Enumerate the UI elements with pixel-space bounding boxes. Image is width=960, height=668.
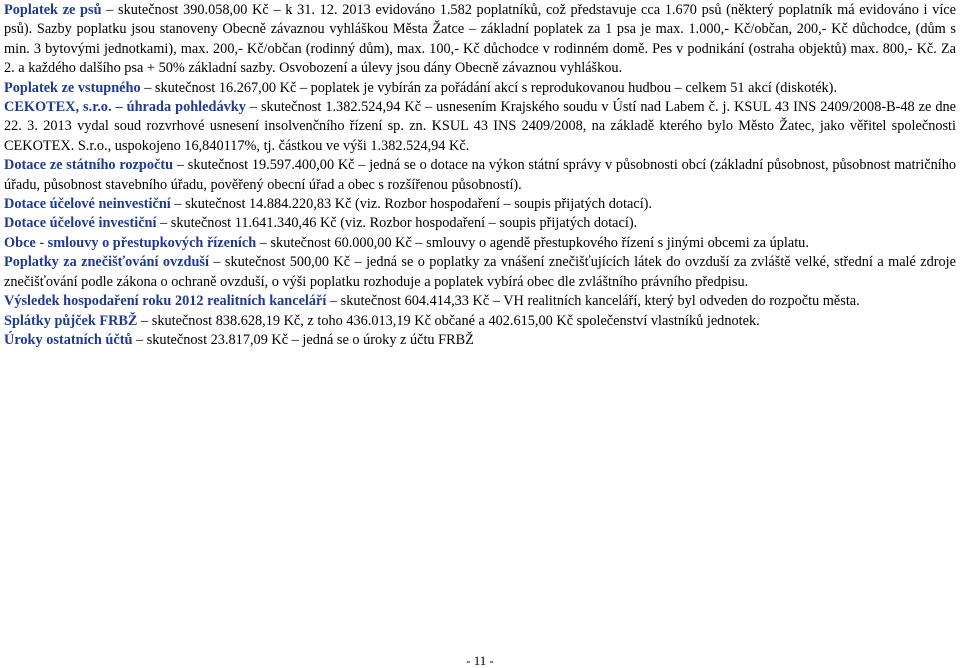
paragraph-znecistovani-ovzdusi [4, 253, 956, 292]
paragraph-prestupkova-rizeni [4, 234, 956, 253]
paragraph-uroky [4, 331, 956, 350]
paragraph-label: Poplatek ze vstupného [4, 79, 141, 96]
paragraph-label: Splátky půjček FRBŽ [4, 312, 138, 329]
paragraph-splatky-pujcek [4, 312, 956, 331]
document-body [4, 1, 956, 350]
paragraph-text: – skutečnost 838.628,19 Kč, z toho 436.013,19 Kč občané a 402.615,00 Kč společenství vlastníků jednotek. [137, 312, 760, 329]
paragraph-text: – skutečnost 11.641.340,46 Kč (viz. Rozbor hospodaření – soupis přijatých dotací). [156, 215, 638, 232]
paragraph-dotace-statni-rozpocet [4, 156, 956, 195]
paragraph-cekotex [4, 98, 956, 156]
paragraph-text: – skutečnost 19.597.400,00 Kč – jedná se o dotace na výkon státní správy v působnosti obcí (základní působnost, působnost matričního úřadu, působnost stavebního úřadu, pověřený obecní úřad a obec s rozšířenou působností). [4, 157, 957, 193]
paragraph-text: – skutečnost 60.000,00 Kč – smlouvy o agendě přestupkového řízení s jinými obcemi za úplatu. [256, 234, 809, 251]
paragraph-dotace-investicni [4, 214, 956, 233]
paragraph-label: Výsledek hospodaření roku 2012 realitních kanceláří [4, 293, 327, 310]
paragraph-dotace-neinvesticni [4, 195, 956, 214]
paragraph-text: – skutečnost 1.382.524,94 Kč – usnesením Krajského soudu v Ústí nad Labem č. j. KSUL 43 INS 2409/2008-B-48 ze dne 22. 3. 2013 vydal soud rozvrhové usnesení insolvenčního řízení sp. zn. KSUL 43 INS 2409/2008, na základě kterého bylo Město Žatec, jako věřitel společnosti CEKOTEX. S.r.o., uspokojeno 16,840117%, tj. částkou ve výši 1.382.524,94 Kč. [4, 99, 956, 154]
paragraph-label: Dotace účelové neinvestiční [4, 196, 171, 213]
paragraph-text: – skutečnost 14.884.220,83 Kč (viz. Rozbor hospodaření – soupis přijatých dotací). [170, 196, 653, 213]
paragraph-text: – skutečnost 390.058,00 Kč – k 31. 12. 2013 evidováno 1.582 poplatníků, což představuje cca 1.670 psů (některý poplatník má evidováno i více psů). Sazby poplatku jsou stanoveny Obecně závaznou vyhláškou Města Žatce – základní poplatek za 1 psa je max. 1.000,- Kč/občan, 200,- Kč důchodce, (dům s min. 3 bytovými jednotkami), max. 200,- Kč/občan (rodinný dům), max. 100,- Kč důchodce v rodinném domě. Pes v podnikání (ostraha objektů) max. 800,- Kč. Za 2. a každého dalšího psa + 50% základní sazby. Osvobození a úlevy jsou dány Obecně závaznou vyhláškou. [4, 2, 956, 77]
paragraph-text: – skutečnost 604.414,33 Kč – VH realitních kanceláří, který byl odveden do rozpočtu města. [326, 293, 860, 310]
paragraph-text: – skutečnost 23.817,09 Kč – jedná se o úroky z účtu FRBŽ [132, 331, 474, 348]
paragraph-label: Obce - smlouvy o přestupkových řízeních [4, 234, 257, 251]
paragraph-text: – skutečnost 16.267,00 Kč – poplatek je vybírán za pořádání akcí s reprodukovanou hudbou – celkem 51 akcí (diskoték). [140, 79, 838, 96]
paragraph-label: Dotace ze státního rozpočtu [4, 157, 174, 174]
page-number: - 11 - [466, 653, 494, 668]
paragraph-label: Dotace účelové investiční [4, 215, 157, 232]
paragraph-poplatek-ze-vstupneho [4, 79, 956, 98]
paragraph-label: Úroky ostatních účtů [4, 331, 133, 348]
paragraph-label: Poplatek ze psů [4, 2, 102, 18]
paragraph-realitni-kancelare [4, 292, 956, 311]
paragraph-poplatek-ze-psu [4, 1, 956, 79]
paragraph-text: – skutečnost 500,00 Kč – jedná se o poplatky za vnášení znečišťujících látek do ovzduší za zvláště velké, střední a malé zdroje znečišťování podle zákona o ochraně ovzduší, o výši poplatku rozhoduje a poplatek vybírá obec dle zvláštního právního předpisu. [4, 254, 956, 290]
paragraph-label: CEKOTEX, s.r.o. – úhrada pohledávky [4, 99, 246, 116]
paragraph-label: Poplatky za znečišťování ovzduší [4, 254, 209, 271]
